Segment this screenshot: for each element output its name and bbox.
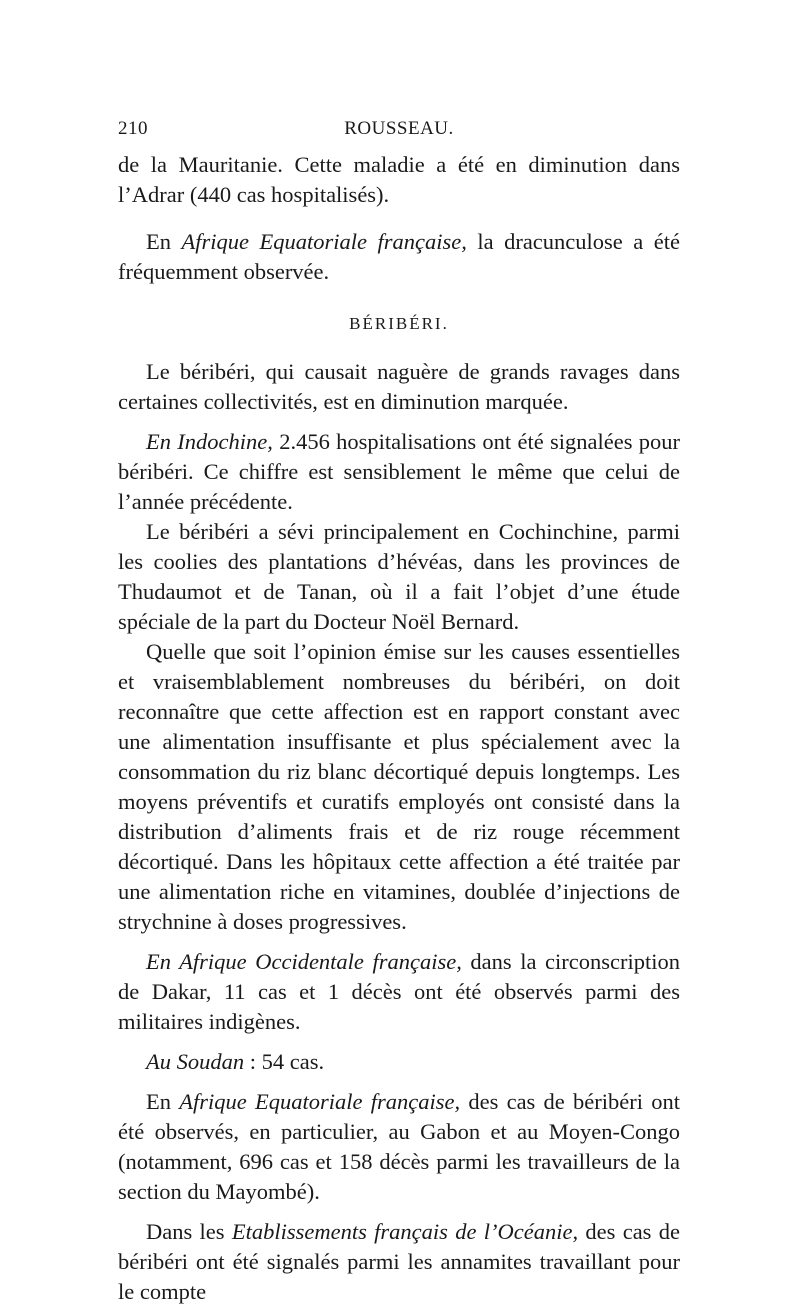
region-name: Afrique Equatoriale française, (181, 229, 467, 254)
paragraph: En Afrique Occidentale française, dans la circonscription de Dakar, 11 cas et 1 décès ont été observés parmi des militaires indigènes. (118, 949, 681, 1034)
body-text (118, 150, 680, 1307)
region-name: En Afrique Occidentale française, (146, 949, 462, 974)
paragraph: En Afrique Equatoriale française, la dracunculose a été fréquemment observée. (118, 229, 680, 284)
paragraph: En Indochine, 2.456 hospitalisations ont été signalées pour béribéri. Ce chiffre est sensiblement le même que celui de l’année précédente. (118, 429, 680, 514)
paragraph: Le béribéri a sévi principalement en Cochinchine, parmi les coolies des plantations d’hévéas, dans les provinces de Thudaumot et de Tanan, où il a fait l’objet d’une étude spéciale de la part du Docteur Noël Bernard. (118, 519, 680, 634)
region-name: Etablissements français de l’Océanie, (231, 1219, 579, 1244)
paragraph: Au Soudan : 54 cas. (146, 1049, 325, 1074)
running-head: ROUSSEAU. (344, 118, 454, 139)
paragraph: Dans les Etablissements français de l’Océanie, des cas de béribéri ont été signalés parmi les annamites travaillant pour le compte (118, 1219, 680, 1304)
paragraph: Quelle que soit l’opinion émise sur les causes essentielles et vraisemblablement nombreuses du béribéri, on doit reconnaître que cette affection est en rapport constant avec une alimentation insuffisante et plus spécialement avec la consommation du riz blanc décortiqué depuis longtemps. Les moyens préventifs et curatifs employés ont consisté dans la distribution d’aliments frais et de riz rouge récemment décortiqué. Dans les hôpitaux cette affection a été traitée par une alimentation riche en vitamines, doublée d’injections de strychnine à doses progressives. (118, 639, 680, 934)
region-name: Afrique Equatoriale française, (179, 1089, 461, 1114)
region-name: En Indochine, (146, 429, 273, 454)
page-number: 210 (118, 118, 148, 139)
paragraph: de la Mauritanie. Cette maladie a été en diminution dans l’Adrar (440 cas hospitalisés). (118, 152, 680, 207)
paragraph: Le béribéri, qui causait naguère de grands ravages dans certaines collectivités, est en diminution marquée. (118, 359, 680, 414)
paragraph: En Afrique Equatoriale française, des cas de béribéri ont été observés, en particulier, au Gabon et au Moyen-Congo (notamment, 696 cas et 158 décès parmi les travailleurs de la section du Mayombé). (118, 1089, 681, 1204)
region-name: Au Soudan (146, 1049, 245, 1074)
page-header (118, 118, 680, 148)
section-heading: BÉRIBÉRI. (349, 314, 449, 333)
